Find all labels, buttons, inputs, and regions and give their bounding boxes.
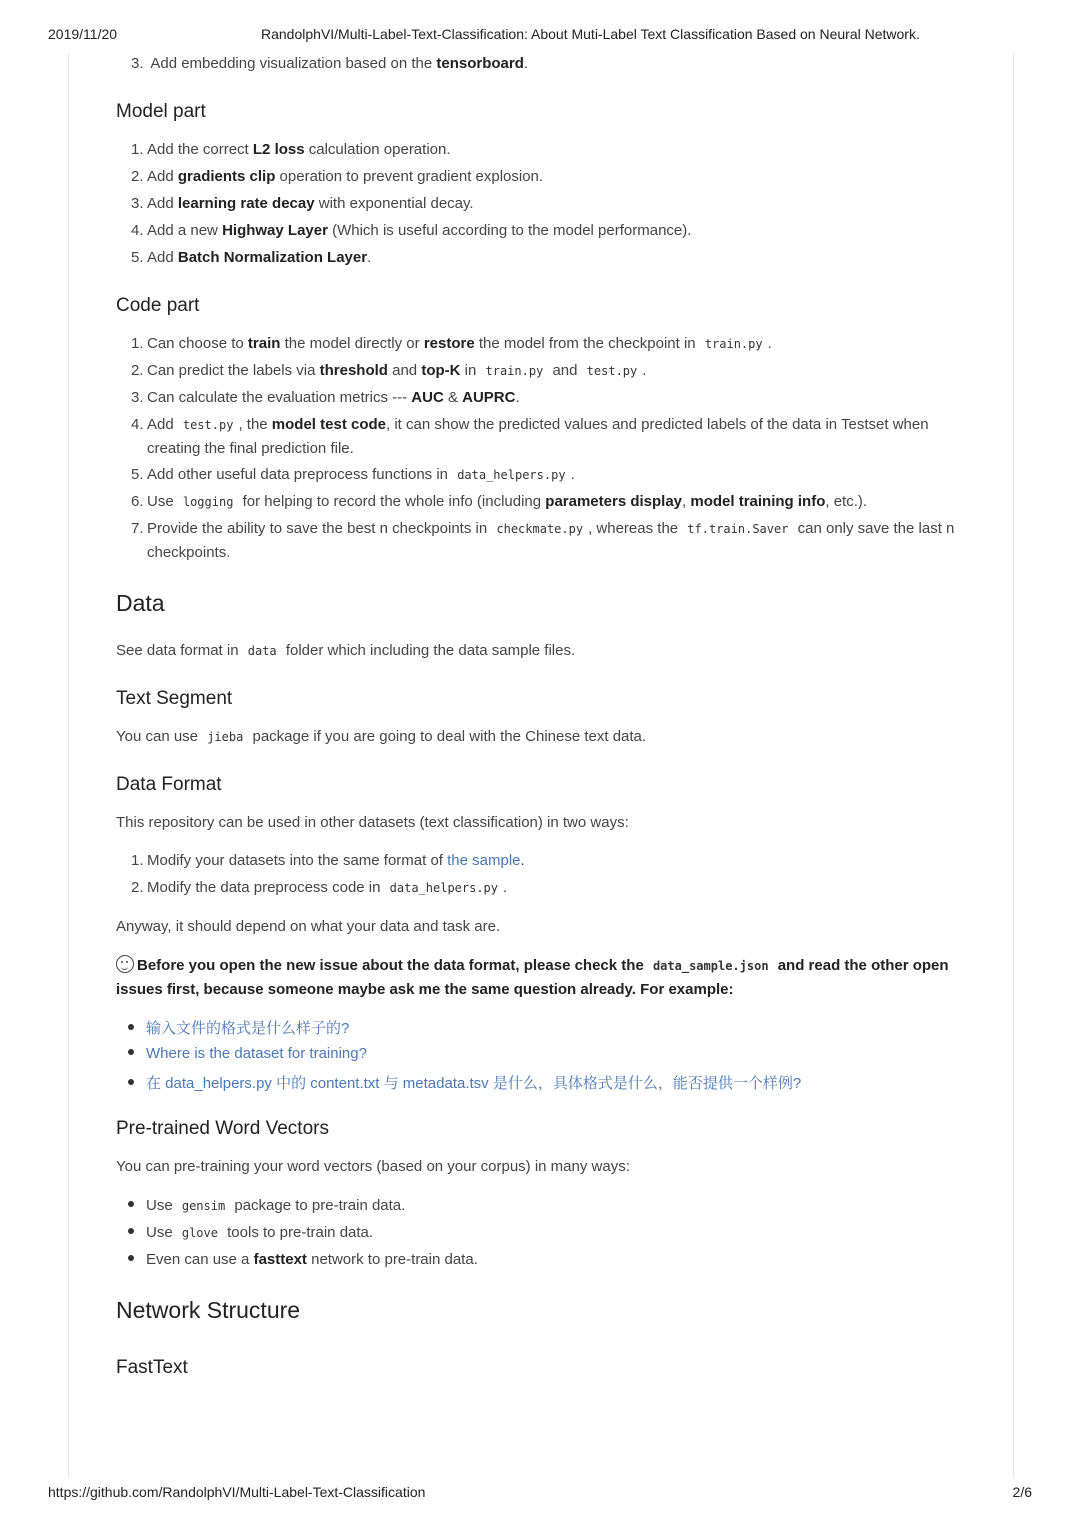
- sample-link[interactable]: the sample: [447, 852, 521, 869]
- content-border-left: [68, 54, 69, 1478]
- inline-code: logging: [182, 495, 234, 509]
- inline-code: checkmate.py: [496, 522, 584, 536]
- list-item: 2. Add gradients clip operation to prevent gradient explosion.: [131, 168, 544, 185]
- list-item: 1. Add the correct L2 loss calculation operation.: [131, 141, 451, 158]
- issue-link[interactable]: Where is the dataset for training?: [146, 1045, 367, 1062]
- bullet-dot: [128, 1024, 134, 1030]
- inline-code: train.py: [485, 364, 544, 378]
- heading-model-part: Model part: [116, 101, 206, 122]
- inline-code: test.py: [182, 418, 234, 432]
- heading-network-structure: Network Structure: [116, 1297, 301, 1323]
- list-item: 2. Can predict the labels via threshold and top-K in train.py and test.py .: [131, 362, 647, 379]
- list-item: Use glove tools to pre-train data.: [128, 1224, 373, 1241]
- print-header: [48, 26, 1032, 44]
- list-item: 3. Add learning rate decay with exponential decay.: [131, 195, 474, 212]
- list-item: 5. Add Batch Normalization Layer.: [131, 249, 372, 266]
- issue-link[interactable]: 输入文件的格式是什么样子的?: [146, 1020, 350, 1037]
- thinking-face-icon: [116, 955, 134, 973]
- inline-code: data: [247, 644, 277, 658]
- list-item: 6. Use logging for helping to record the whole info (including parameters display, model training info, etc.).: [131, 493, 868, 510]
- content-border-right: [1013, 54, 1014, 1478]
- list-item: 3. Can calculate the evaluation metrics --- AUC & AUPRC.: [131, 389, 520, 406]
- heading-fasttext: FastText: [116, 1357, 188, 1378]
- list-item: [128, 1072, 801, 1093]
- inline-code: data_sample.json: [652, 959, 769, 973]
- heading-data-format: Data Format: [116, 774, 222, 795]
- print-page-title: RandolphVI/Multi-Label-Text-Classification: About Muti-Label Text Classification Based on Neural Network.: [261, 26, 920, 42]
- list-item: [128, 1017, 349, 1038]
- page-number: 2/6: [1012, 1484, 1032, 1500]
- list-item: 3. Add embedding visualization based on the tensorboard.: [131, 55, 529, 72]
- inline-code: data_helpers.py: [389, 881, 499, 895]
- inline-code: data_helpers.py: [457, 468, 566, 482]
- issue-link[interactable]: 在 data_helpers.py 中的 content.txt 与 metadata.tsv 是什么，具体格式是什么，能否提供一个样例?: [146, 1075, 802, 1092]
- list-item: 1. Can choose to train the model directly or restore the model from the checkpoint in train.py .: [131, 335, 772, 352]
- list-item: [128, 1045, 367, 1062]
- heading-text-segment: Text Segment: [116, 688, 233, 709]
- bullet-dot: [128, 1255, 134, 1261]
- data-format-note: Before you open the new issue about the data format, please check the data_sample.json and read the other open issues first, because someone maybe ask me the same question already. For example:: [116, 957, 949, 998]
- list-item: 5. Add other useful data preprocess functions in data_helpers.py .: [131, 466, 575, 483]
- list-item: 2. Modify the data preprocess code in data_helpers.py .: [131, 879, 508, 896]
- list-item: Use gensim package to pre-train data.: [128, 1197, 405, 1214]
- bullet-dot: [128, 1049, 134, 1055]
- print-url: https://github.com/RandolphVI/Multi-Label-Text-Classification: [48, 1484, 426, 1500]
- heading-pretrained-word-vectors: Pre-trained Word Vectors: [116, 1118, 329, 1139]
- heading-code-part: Code part: [116, 295, 200, 316]
- paragraph: Anyway, it should depend on what your data and task are.: [116, 918, 501, 935]
- bullet-dot: [128, 1201, 134, 1207]
- list-item: Even can use a fasttext network to pre-train data.: [128, 1251, 478, 1268]
- paragraph: You can pre-training your word vectors (based on your corpus) in many ways:: [116, 1158, 630, 1175]
- list-item: 7. Provide the ability to save the best n checkpoints in checkmate.py , whereas the tf.train.Saver can only save the last n checkpoints.: [131, 520, 955, 561]
- print-date: 2019/11/20: [48, 26, 118, 42]
- bullet-dot: [128, 1228, 134, 1234]
- inline-code: jieba: [207, 730, 244, 744]
- inline-code: tf.train.Saver: [687, 522, 789, 536]
- heading-data: Data: [116, 590, 165, 616]
- paragraph: See data format in data folder which including the data sample files.: [116, 642, 576, 659]
- inline-code: gensim: [181, 1199, 226, 1213]
- paragraph: This repository can be used in other datasets (text classification) in two ways:: [116, 814, 629, 831]
- list-item: 1. Modify your datasets into the same format of the sample.: [131, 852, 525, 869]
- list-item: 4. Add test.py , the model test code, it can show the predicted values and predicted labels of the data in Testset when creating the final prediction file.: [131, 416, 929, 457]
- bullet-dot: [128, 1079, 134, 1085]
- inline-code: train.py: [704, 337, 763, 351]
- paragraph: You can use jieba package if you are going to deal with the Chinese text data.: [116, 728, 647, 745]
- inline-code: test.py: [586, 364, 638, 378]
- inline-code: glove: [181, 1226, 218, 1240]
- list-item: 4. Add a new Highway Layer (Which is useful according to the model performance).: [131, 222, 692, 239]
- print-footer: [48, 1484, 1032, 1502]
